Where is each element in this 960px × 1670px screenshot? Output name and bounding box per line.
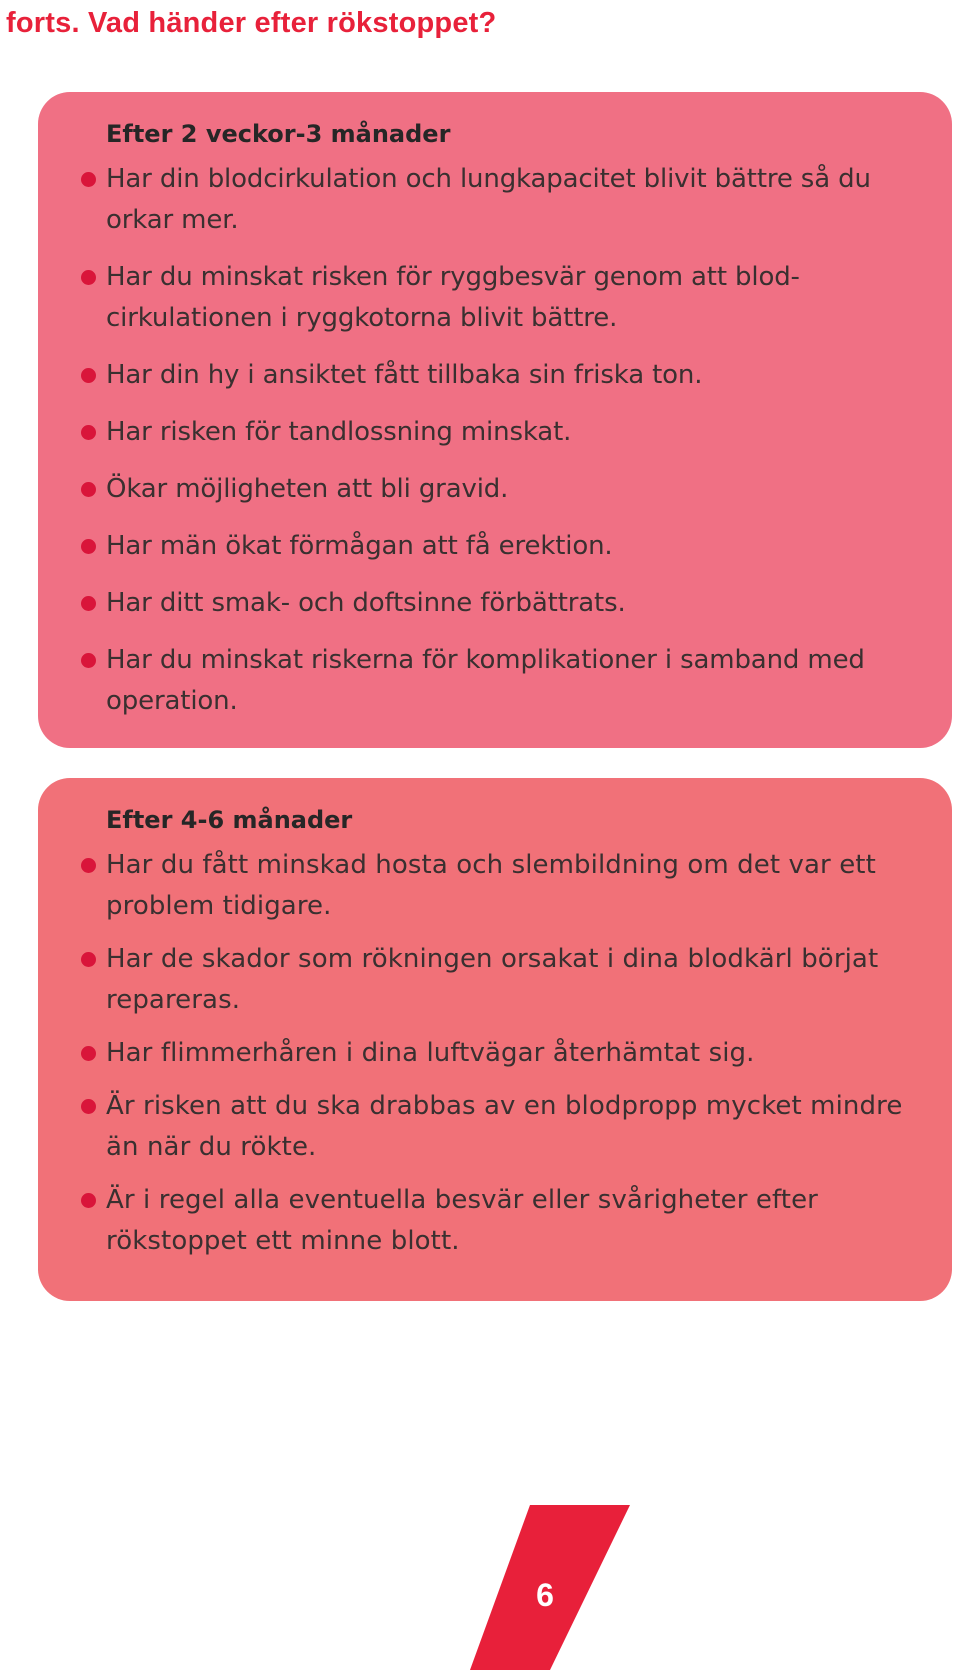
list-item-text: Har risken för tandlossning minskat. bbox=[106, 417, 572, 447]
bullet-dot-icon bbox=[81, 482, 96, 497]
list-item bbox=[106, 640, 922, 722]
bullet-dot-icon bbox=[81, 368, 96, 383]
bullet-dot-icon bbox=[81, 1193, 96, 1208]
list-item-text: Har du fått minskad hosta och slembildning om det var ett problem tidigare. bbox=[106, 850, 876, 921]
list-item-text: Ökar möjligheten att bli gravid. bbox=[106, 474, 509, 504]
list-item-text: Har din hy i ansiktet fått tillbaka sin friska ton. bbox=[106, 360, 703, 390]
list-item bbox=[106, 412, 922, 453]
section-title: Efter 4-6 månader bbox=[106, 806, 353, 834]
bullet-dot-icon bbox=[81, 1099, 96, 1114]
benefit-list bbox=[106, 845, 922, 1262]
list-item-text: Har flimmerhåren i dina luftvägar återhämtat sig. bbox=[106, 1038, 755, 1068]
bullet-dot-icon bbox=[81, 539, 96, 554]
list-item-text: Har du minskat riskerna för komplikationer i samband med operation. bbox=[106, 645, 865, 716]
list-item-text: Är risken att du ska drabbas av en blodpropp mycket mindre än när du rökte. bbox=[106, 1091, 903, 1162]
bullet-dot-icon bbox=[81, 596, 96, 611]
section-2-weeks-3-months bbox=[38, 92, 952, 748]
list-item bbox=[106, 526, 922, 567]
list-item-text: Har din blodcirkulation och lungkapacitet blivit bättre så du orkar mer. bbox=[106, 164, 871, 235]
list-item bbox=[106, 1180, 922, 1262]
page-heading: forts. Vad händer efter rökstoppet? bbox=[6, 7, 497, 39]
bullet-dot-icon bbox=[81, 952, 96, 967]
bullet-dot-icon bbox=[81, 858, 96, 873]
bullet-dot-icon bbox=[81, 1046, 96, 1061]
section-title: Efter 2 veckor-3 månader bbox=[106, 120, 451, 148]
list-item-text: Har du minskat risken för ryggbesvär genom att blod-cirkulationen i ryggkotorna blivit bättre. bbox=[106, 262, 800, 333]
benefit-list bbox=[106, 159, 922, 722]
list-item bbox=[106, 355, 922, 396]
section-4-6-months bbox=[38, 778, 952, 1301]
list-item-text: Har de skador som rökningen orsakat i dina blodkärl börjat repareras. bbox=[106, 944, 879, 1015]
bullet-dot-icon bbox=[81, 425, 96, 440]
list-item bbox=[106, 1033, 922, 1074]
list-item bbox=[106, 159, 922, 241]
page-number: 6 bbox=[536, 1577, 554, 1613]
list-item bbox=[106, 1086, 922, 1168]
list-item bbox=[106, 257, 922, 339]
bullet-dot-icon bbox=[81, 172, 96, 187]
bullet-dot-icon bbox=[81, 653, 96, 668]
list-item bbox=[106, 845, 922, 927]
list-item bbox=[106, 583, 922, 624]
bullet-dot-icon bbox=[81, 270, 96, 285]
list-item bbox=[106, 469, 922, 510]
list-item bbox=[106, 939, 922, 1021]
list-item-text: Har ditt smak- och doftsinne förbättrats. bbox=[106, 588, 626, 618]
list-item-text: Har män ökat förmågan att få erektion. bbox=[106, 531, 613, 561]
list-item-text: Är i regel alla eventuella besvär eller svårigheter efter rökstoppet ett minne blott. bbox=[106, 1185, 818, 1256]
